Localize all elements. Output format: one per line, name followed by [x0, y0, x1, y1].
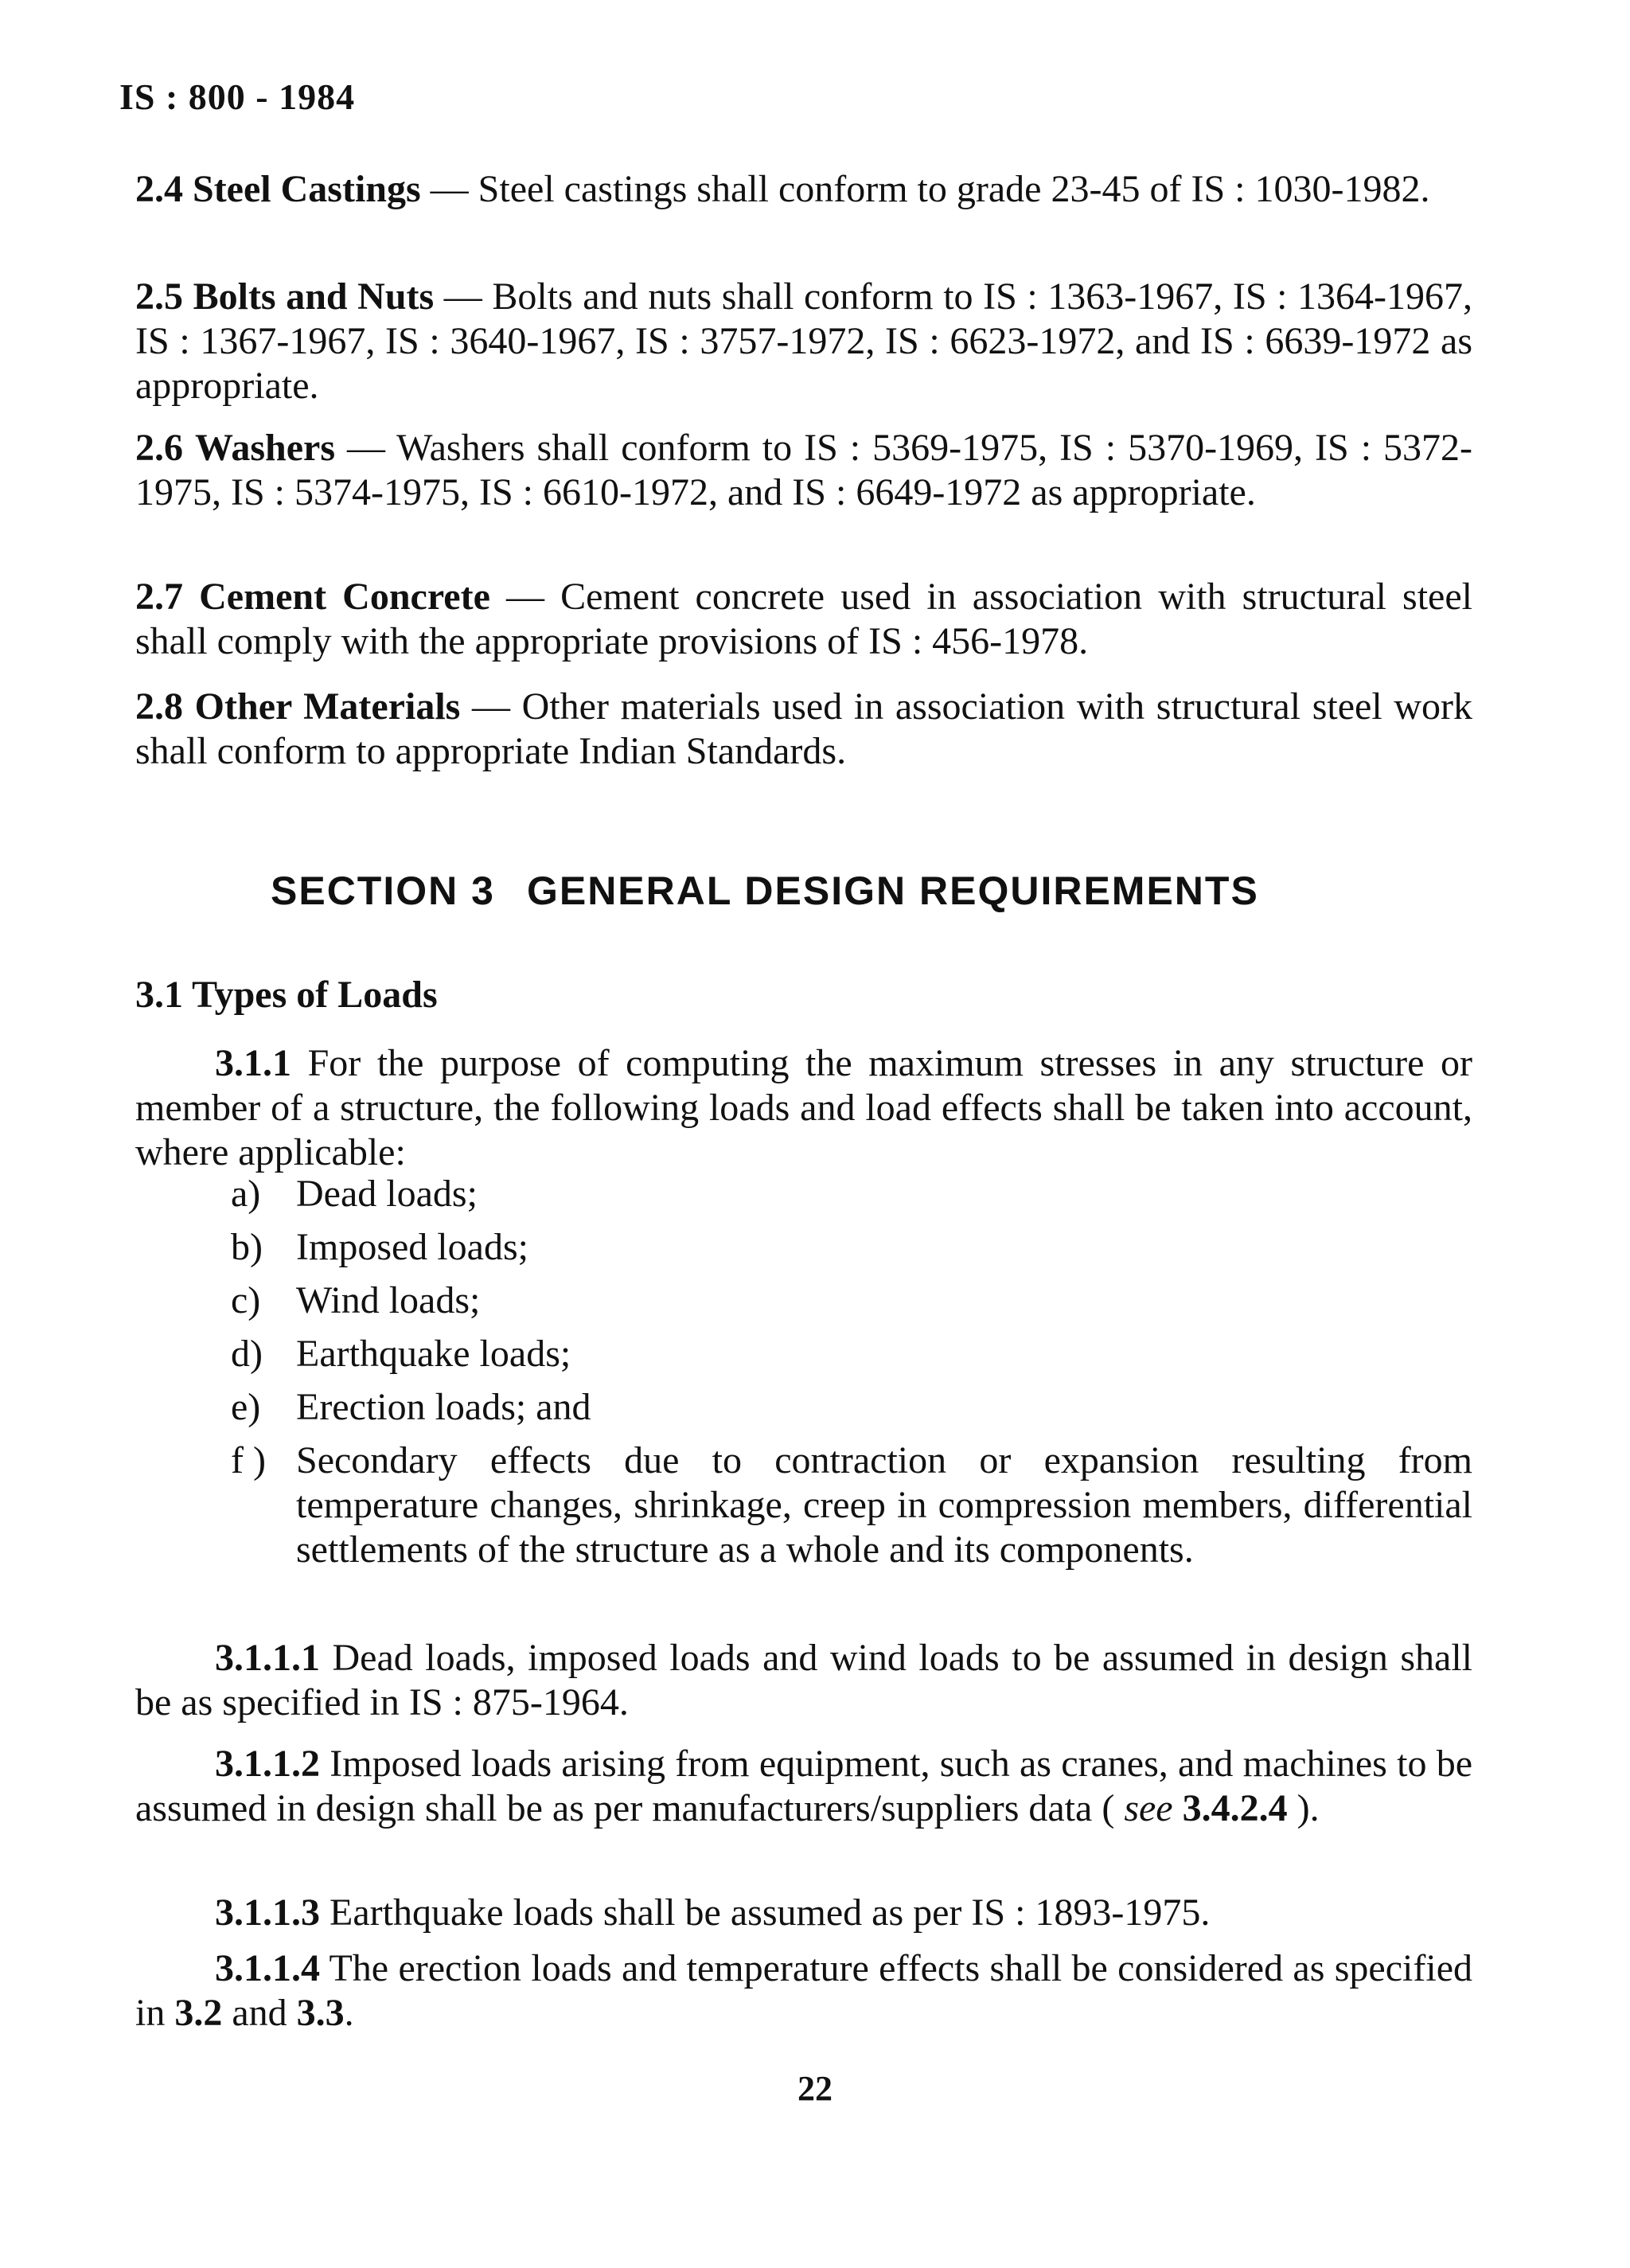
clause-dash: —	[460, 685, 522, 728]
clause-text: Cement concrete used in association with structural steel shall comply with the appropriate provisions of IS : 456-1978.	[135, 576, 1473, 662]
see-reference-word: see	[1124, 1787, 1173, 1829]
para-number: 3.1.1.1	[215, 1637, 320, 1679]
list-marker: a)	[231, 1173, 261, 1215]
para-tail: .	[344, 1992, 354, 2034]
para-text: Earthquake loads shall be assumed as per IS : 1893-1975.	[330, 1891, 1211, 1934]
clause-title: Cement Concrete	[199, 576, 490, 618]
para-3-1-1	[135, 1041, 1472, 1175]
list-marker: e)	[231, 1386, 261, 1428]
clause-number: 2.6	[135, 427, 183, 469]
list-item-text: Imposed loads;	[296, 1226, 528, 1268]
cross-reference: 3.3	[296, 1992, 345, 2034]
subsection-number: 3.1	[135, 974, 183, 1016]
list-item-text: Earthquake loads;	[296, 1333, 571, 1375]
list-item	[231, 1385, 1472, 1430]
clause-text: Other materials used in association with structural steel work shall conform to appropriate Indian Standards.	[135, 685, 1472, 772]
clause-2-8	[135, 685, 1472, 774]
clause-title: Other Materials	[194, 685, 461, 728]
page-number: 22	[797, 2069, 833, 2108]
subsection-title: Types of Loads	[192, 974, 438, 1016]
list-item-text: Secondary effects due to contraction or expansion resulting from temperature changes, shrinkage, creep in compression members, differential settlements of the structure as a whole and its components.	[296, 1439, 1472, 1571]
clause-2-5	[135, 275, 1472, 408]
list-item-text: Dead loads;	[296, 1173, 478, 1215]
para-3-1-1-1	[135, 1636, 1472, 1725]
load-types-list	[231, 1172, 1472, 1581]
clause-number: 2.5	[135, 275, 183, 318]
subsection-heading	[135, 973, 438, 1017]
list-item	[231, 1332, 1472, 1376]
clause-title: Washers	[195, 427, 336, 469]
para-text: For the purpose of computing the maximum stresses in any structure or member of a structure, the following loads and load effects shall be taken into account, where applicable:	[135, 1042, 1473, 1173]
para-text: The erection loads and temperature effects shall be considered as specified in	[135, 1947, 1473, 2034]
clause-number: 2.4	[135, 168, 183, 210]
clause-title: Bolts and Nuts	[193, 275, 435, 318]
para-and: and	[222, 1992, 297, 2034]
para-text: Dead loads, imposed loads and wind loads to be assumed in design shall be as specified in IS : 875-1964.	[135, 1637, 1473, 1723]
list-item	[231, 1225, 1472, 1270]
cross-reference: 3.4.2.4	[1182, 1787, 1288, 1829]
clause-dash: —	[489, 576, 561, 618]
list-marker: d)	[231, 1333, 263, 1375]
section-heading	[271, 868, 1259, 914]
clause-text: Washers shall conform to IS : 5369-1975, IS : 5370-1969, IS : 5372-1975, IS : 5374-1975, IS : 6610-1972, and IS : 6649-1972 as appropriate.	[135, 427, 1473, 513]
list-marker: b)	[231, 1226, 263, 1268]
list-item	[231, 1278, 1472, 1323]
clause-title: Steel Castings	[193, 168, 421, 210]
list-item-text: Wind loads;	[296, 1279, 481, 1321]
list-marker: f )	[231, 1439, 266, 1481]
list-item	[231, 1172, 1472, 1216]
clause-text: Steel castings shall conform to grade 23-45 of IS : 1030-1982.	[478, 168, 1430, 210]
clause-2-6	[135, 426, 1472, 515]
para-number: 3.1.1	[215, 1042, 291, 1084]
para-3-1-1-4	[135, 1946, 1472, 2036]
clause-2-7	[135, 575, 1472, 664]
section-label: SECTION 3	[271, 869, 495, 913]
para-text: Imposed loads arising from equipment, such as cranes, and machines to be assumed in design shall be as per manufacturers/suppliers data (	[135, 1743, 1473, 1829]
para-number: 3.1.1.4	[215, 1947, 320, 1989]
clause-dash: —	[420, 168, 478, 210]
clause-text: Bolts and nuts shall conform to IS : 1363-1967, IS : 1364-1967, IS : 1367-1967, IS : 3640-1967, IS : 3757-1972, IS : 6623-1972, and IS : 6639-1972 as appropriate.	[135, 275, 1473, 407]
clause-number: 2.7	[135, 576, 183, 618]
para-3-1-1-3	[135, 1891, 1472, 1935]
list-item-text: Erection loads; and	[296, 1386, 591, 1428]
para-3-1-1-2	[135, 1742, 1472, 1831]
clause-dash: —	[335, 427, 397, 469]
cross-reference: 3.2	[174, 1992, 223, 2034]
para-number: 3.1.1.3	[215, 1891, 320, 1934]
standard-code-header: IS : 800 - 1984	[119, 76, 356, 117]
list-marker: c)	[231, 1279, 261, 1321]
section-title: GENERAL DESIGN REQUIREMENTS	[526, 869, 1259, 913]
list-item	[231, 1438, 1472, 1572]
para-tail: ).	[1287, 1787, 1320, 1829]
clause-2-4	[135, 167, 1472, 212]
clause-dash: —	[434, 275, 493, 318]
clause-number: 2.8	[135, 685, 183, 728]
para-number: 3.1.1.2	[215, 1743, 320, 1785]
